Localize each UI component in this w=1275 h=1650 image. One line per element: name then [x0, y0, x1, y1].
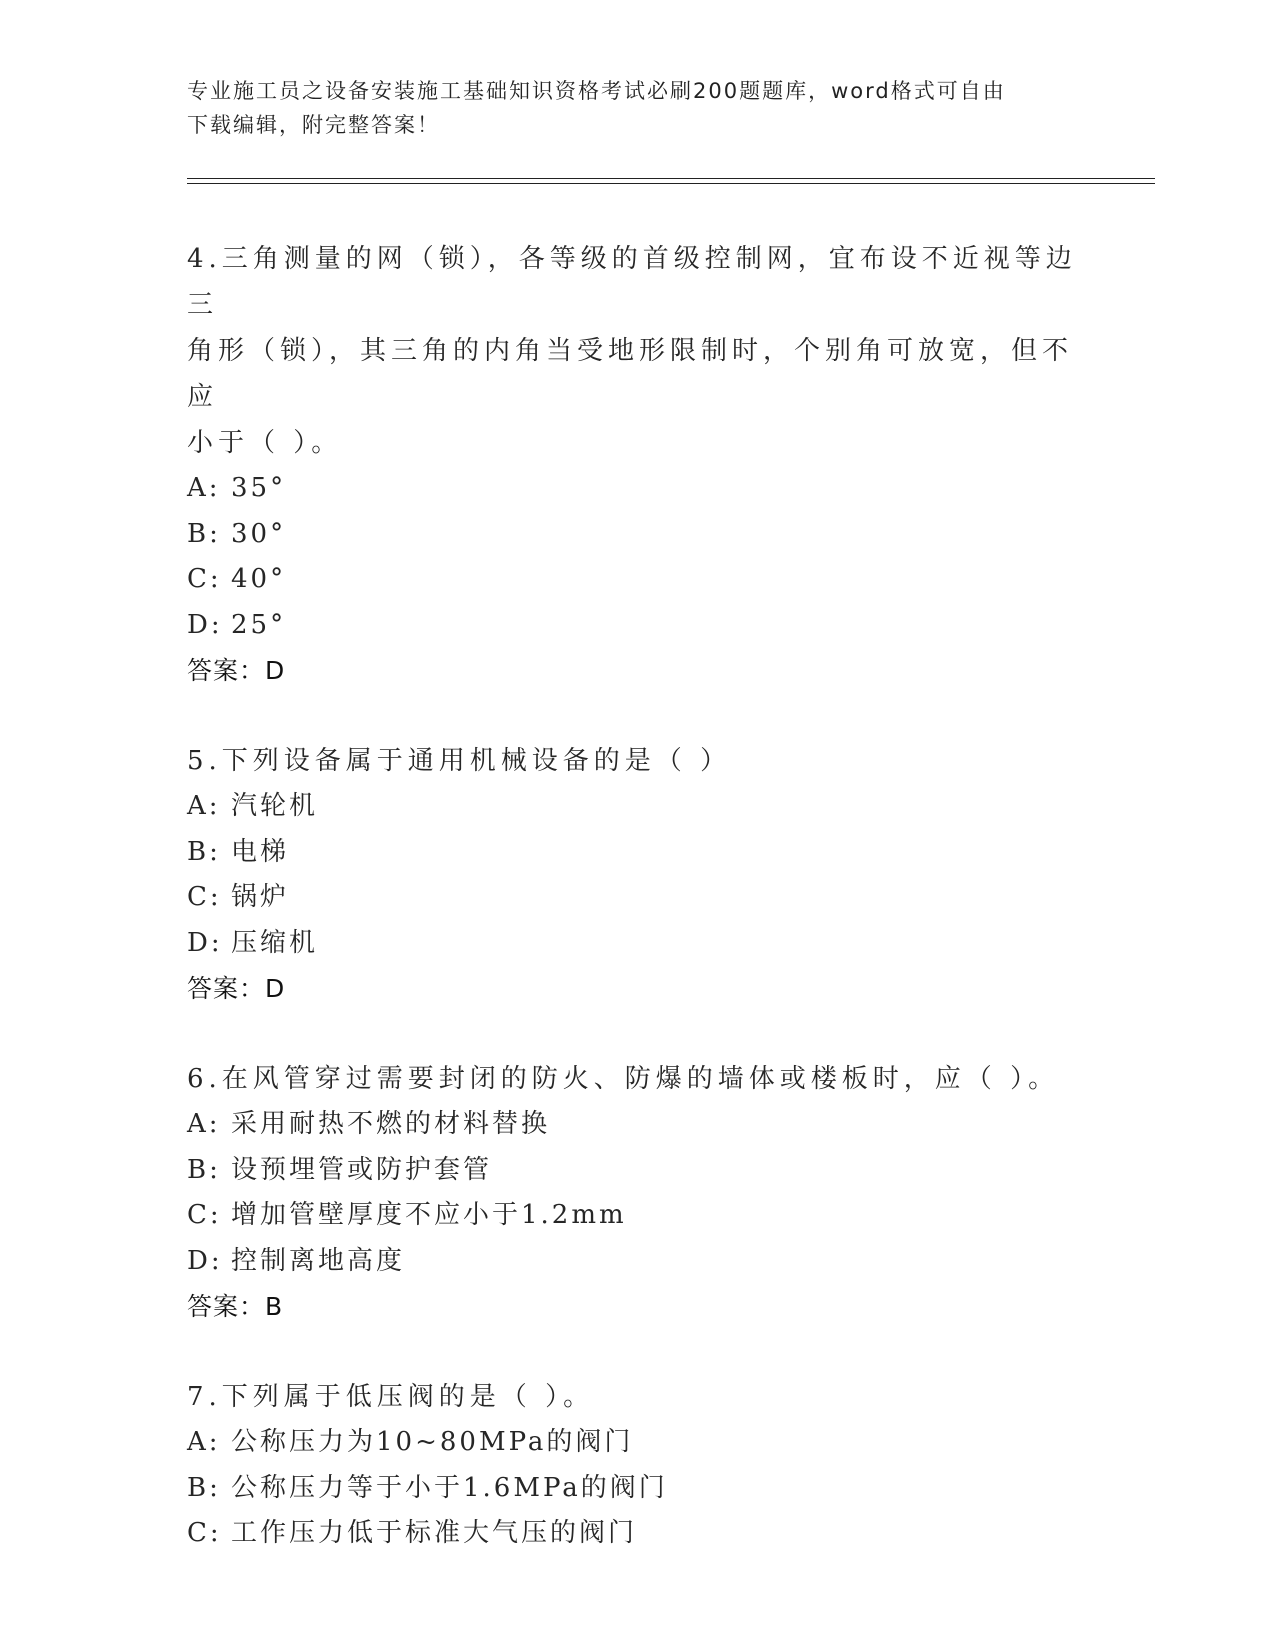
answer-option — [187, 603, 1087, 649]
answer-option — [187, 1102, 1087, 1148]
option-key: C: — [187, 1200, 222, 1230]
option-key: D: — [187, 1245, 223, 1276]
question-text: 6.在风管穿过需要封闭的防火、防爆的墙体或楼板时，应（ ）。 — [187, 1064, 1060, 1094]
header-line-2: 下载编辑，附完整答案！ — [187, 113, 440, 137]
answer-option — [187, 512, 1087, 558]
option-value: 工作压力低于标准大气压的阀门 — [231, 1518, 638, 1548]
option-key: B: — [187, 1472, 221, 1503]
option-key: D: — [187, 927, 223, 958]
question-block — [187, 1056, 1087, 1330]
option-key: B: — [187, 518, 221, 549]
question-spacer — [187, 694, 1087, 738]
header-divider-bottom — [187, 183, 1155, 184]
option-key: D: — [187, 609, 223, 640]
option-value: 30° — [231, 518, 287, 549]
answer-option — [187, 830, 1087, 876]
answer-option — [187, 875, 1087, 921]
answer-option — [187, 1466, 1087, 1512]
option-value: 控制离地高度 — [231, 1245, 406, 1276]
question-block — [187, 236, 1087, 694]
answer-option — [187, 466, 1087, 512]
answer-line: 答案：D — [187, 974, 286, 1003]
answer-option — [187, 1193, 1087, 1239]
question-block — [187, 1374, 1087, 1557]
question-spacer — [187, 1012, 1087, 1056]
answer-option — [187, 784, 1087, 830]
answer-option — [187, 1239, 1087, 1285]
option-value: 锅炉 — [231, 882, 290, 912]
document-header — [187, 74, 1067, 142]
option-value: 电梯 — [231, 836, 290, 867]
question-text: 5.下列设备属于通用机械设备的是（ ） — [187, 746, 732, 776]
option-value: 汽轮机 — [231, 791, 319, 821]
option-key: C: — [187, 564, 222, 594]
question-spacer — [187, 1330, 1087, 1374]
option-key: A: — [187, 1109, 221, 1139]
option-key: C: — [187, 882, 222, 912]
question-text: 7.下列属于低压阀的是（ ）。 — [187, 1382, 595, 1412]
option-value: 35° — [231, 473, 287, 503]
option-value: 公称压力为10~80MPa的阀门 — [231, 1427, 634, 1457]
question-block — [187, 738, 1087, 1012]
option-key: A: — [187, 473, 221, 503]
header-line-1: 专业施工员之设备安装施工基础知识资格考试必刷200题题库，word格式可自由 — [187, 79, 1006, 103]
header-divider-top — [187, 178, 1155, 179]
answer-line: 答案：D — [187, 656, 286, 685]
answer-option — [187, 1148, 1087, 1194]
option-value: 公称压力等于小于1.6MPa的阀门 — [231, 1472, 668, 1503]
question-text: 角形（锁），其三角的内角当受地形限制时，个别角可放宽，但不应 — [187, 336, 1074, 412]
question-text: 4.三角测量的网（锁），各等级的首级控制网，宜布设不近视等边三 — [187, 244, 1077, 320]
option-key: B: — [187, 836, 221, 867]
answer-option — [187, 921, 1087, 967]
option-key: A: — [187, 791, 221, 821]
answer-option — [187, 1420, 1087, 1466]
option-key: C: — [187, 1518, 222, 1548]
answer-option — [187, 557, 1087, 603]
answer-line: 答案：B — [187, 1292, 284, 1321]
option-value: 压缩机 — [231, 927, 319, 958]
option-value: 设预埋管或防护套管 — [231, 1154, 493, 1185]
question-list — [187, 236, 1087, 1557]
option-key: A: — [187, 1427, 221, 1457]
option-value: 增加管壁厚度不应小于1.2mm — [231, 1200, 627, 1230]
option-value: 采用耐热不燃的材料替换 — [231, 1109, 551, 1139]
question-text: 小于（ ）。 — [187, 428, 343, 458]
option-key: B: — [187, 1154, 221, 1185]
answer-option — [187, 1511, 1087, 1557]
option-value: 25° — [231, 609, 287, 640]
option-value: 40° — [231, 564, 287, 594]
